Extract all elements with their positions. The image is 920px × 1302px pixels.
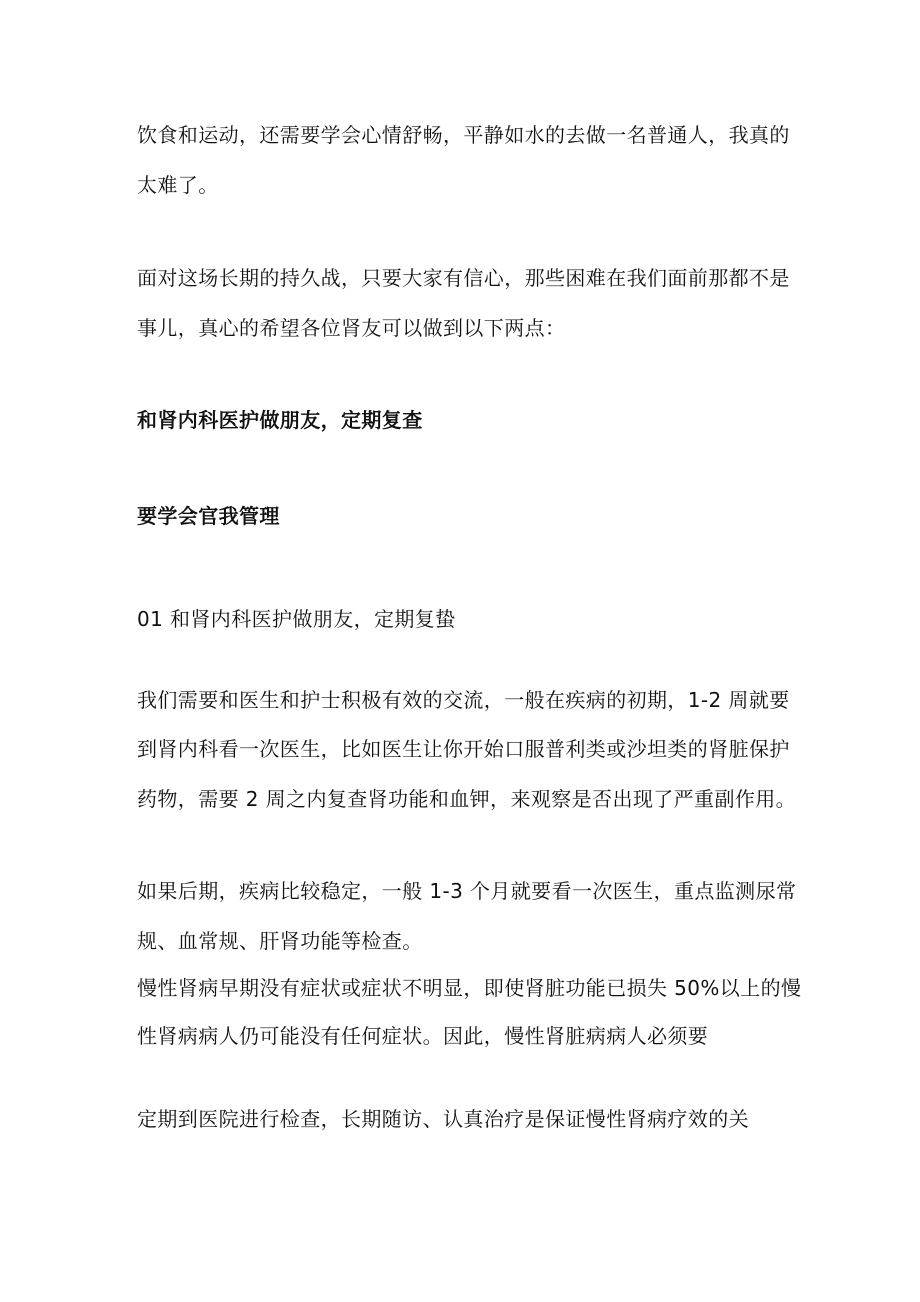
paragraph-2-line-1: 面对这场长期的持久战，只要大家有信心，那些困难在我们面前那都不是 xyxy=(137,266,790,290)
paragraph-5-line-2: 性肾病病人仍可能没有任何症状。因此，慢性肾脏病病人必须要 xyxy=(137,1024,709,1048)
paragraph-6-line-1: 定期到医院进行检查，长期随访、认真治疗是保证慢性肾病疗效的关 xyxy=(137,1107,749,1131)
point-1-heading: 和肾内科医护做朋友，定期复查 xyxy=(137,408,423,432)
section-heading: 01 和肾内科医护做朋友，定期复蛰 xyxy=(137,607,456,631)
point-2-heading: 要学会官我管理 xyxy=(137,504,280,528)
paragraph-3-line-2: 到肾内科看一次医生，比如医生让你开始口服普利类或沙坦类的肾脏保护 xyxy=(137,737,790,761)
paragraph-2-line-2: 事儿，真心的希望各位肾友可以做到以下两点： xyxy=(137,316,566,340)
paragraph-3-line-3: 药物，需要 2 周之内复查肾功能和血钾，来观察是否出现了严重副作用。 xyxy=(137,787,797,811)
paragraph-5-line-1: 慢性肾病早期没有症状或症状不明显，即使肾脏功能已损失 50%以上的慢 xyxy=(137,976,802,1000)
paragraph-3-line-1: 我们需要和医生和护士积极有效的交流，一般在疾病的初期，1-2 周就要 xyxy=(137,688,790,712)
paragraph-1-line-2: 太难了。 xyxy=(137,173,219,197)
paragraph-4-line-2: 规、血常规、肝肾功能等检查。 xyxy=(137,929,423,953)
paragraph-4-line-1: 如果后期，疾病比较稳定，一般 1-3 个月就要看一次医生，重点监测尿常 xyxy=(137,879,797,903)
paragraph-1-line-1: 饮食和运动，还需要学会心情舒畅，平静如水的去做一名普通人，我真的 xyxy=(137,123,790,147)
